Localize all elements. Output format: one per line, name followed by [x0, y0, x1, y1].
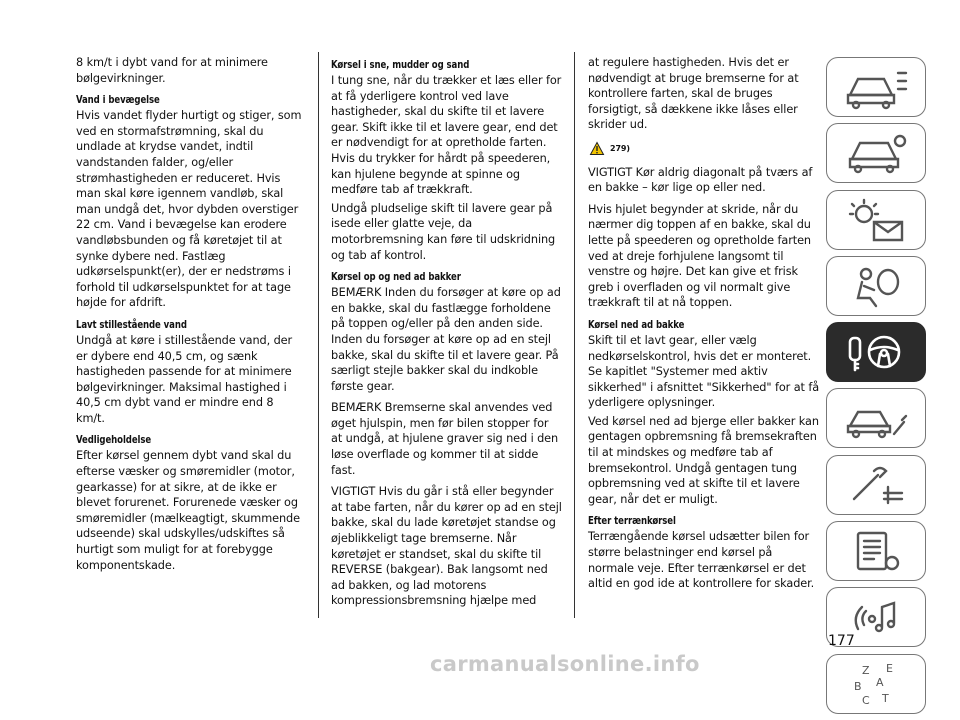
svg-text:E: E [886, 661, 893, 675]
alphabet-index-icon [844, 662, 908, 706]
specifications-list-icon [844, 529, 908, 573]
paragraph: BEMÆRK Bremserne skal anvendes ved øget hjulspin, men før bilen stopper for at undgå, at hjulene graver sig ned i den løse overflade og kommer til at sidde fast. [331, 401, 559, 477]
car-dashboard-icon [844, 65, 908, 109]
tab-vehicle[interactable] [826, 123, 926, 183]
tab-vehicle-overview[interactable] [826, 57, 926, 117]
page-number: 177 [828, 633, 855, 649]
warning-reference [590, 141, 820, 157]
tab-emergency[interactable] [826, 388, 926, 448]
wrench-car-icon [844, 396, 908, 440]
text-column-1 [76, 55, 304, 579]
section-heading: Lavt stillestående vand [76, 317, 187, 331]
watermark-text: carmanualsonline.info [430, 652, 700, 676]
paragraph: BEMÆRK Inden du forsøger at køre op ad en bakke, skal du fastlægge forholdene på toppen og/eller på den anden side. Inden du forsøger at køre op ad en stejl bakke, skal du skifte til et lavere gear. På særligt stejle bakker skal du indkoble første gear. [331, 286, 561, 393]
paragraph: Ved kørsel ned ad bjerge eller bakker kan gentagen opbremsning få bremsekraften til at mindskes og medføre tab af bremsekontrol. Undgå gentagen tung opbremsning ved at skifte til et lavere gear, når det er muligt. [588, 414, 819, 506]
svg-text:B: B [854, 679, 862, 693]
text-column-3 [588, 55, 820, 598]
paragraph: Undgå at køre i stillestående vand, der er dybere end 40,5 cm, og sænk hastigheden passende for at minimere bølgevirkninger. Maksimal hastighed i 40,5 cm dybt vand er mindre end 8 km/t. [76, 333, 293, 425]
section-heading: Kørsel i sne, mudder og sand [331, 58, 470, 71]
section-heading: Kørsel op og ned ad bakker [331, 270, 461, 284]
paragraph: at regulere hastigheden. Hvis det er nødvendigt at bruge bremserne for at kontrollere farten, skal de bruges forsigtigt, så dækkene ikke låses eller skrider ud. [588, 56, 799, 132]
section-heading: Vedligeholdelse [76, 433, 152, 447]
paragraph: Undgå pludselige skift til lavere gear på isede eller glatte veje, da motorbremsning kan føre til udskridning og tab af kontrol. [331, 201, 556, 262]
tab-index[interactable] [826, 654, 926, 714]
tab-starting-driving[interactable] [826, 322, 926, 382]
paragraph: Skift til et lavt gear, eller vælg nedkørselskontrol, hvis det er monteret. Se kapitlet "Systemer med aktiv sikkerhed" i afsnittet "Sikkerhed" for at få yderligere oplysninger. [588, 333, 820, 410]
paragraph: I tung sne, når du trækker et læs eller for at få yderligere kontrol ved lave hastigheder, skal du skifte til et lavere gear. Skift ikke til et lavere gear, end det er nødvendigt for at opretholde farten. Hvis du trykker for hårdt på speederen, kan hjulene begynde at spinne og medføre tab af trækkraft. [331, 74, 562, 197]
paragraph: Hvis hjulet begynder at skride, når du nærmer dig toppen af en bakke, skal du lette på speederen og opretholde farten ved at dreje forhjulene langsomt til venstre og højre. Det kan give et frisk greb i overfladen og vil normalt give trækkraft til at nå toppen. [588, 202, 811, 310]
paragraph: Terrængående kørsel udsætter bilen for større belastninger end kørsel på normale veje. Efter terrænkørsel er det altid en god ide at kontrollere for skader. [588, 530, 815, 591]
paragraph: VIGTIGT Hvis du går i stå eller begynder at tabe farten, når du kører op ad en stejl bakke, skal du lade køretøjet standse og øjeblikkeligt tage bremserne. Når køretøjet er standset, skal du skifte til REVERSE (bakgear). Bak langsomt ned ad bakken, og lad motorens kompressionsbremsning hjælpe med [331, 485, 562, 608]
tab-technical-specifications[interactable] [826, 521, 926, 581]
key-steering-wheel-icon [844, 330, 908, 374]
text-column-2 [331, 55, 563, 615]
section-heading: Kørsel ned ad bakke [588, 317, 685, 331]
paragraph: Efter kørsel gennem dybt vand skal du efterse væsker og smøremidler (motor, gearkasse) for at sikre, at de ikke er blevet forurenet. Forurenede væsker og smøremidler (mælkeagtigt, skummende udseende) skal udskylles/udskiftes så hurtigt som muligt for at forebygge komponentskade. [76, 449, 300, 572]
section-heading: Efter terrænkørsel [588, 514, 676, 528]
light-envelope-icon [844, 198, 908, 242]
paragraph: Hvis vandet flyder hurtigt og stiger, som ved en stormafstrømning, skal du undlade at krydse vandet, indtil vandstanden falder, og/eller strømhastigheden er reduceret. Hvis man skal køre igennem vandløb, skal man undgå det, hvor dybden overstiger 22 cm. Vand i bevægelse kan erodere vandløbsbunden og få køretøjet til at synke dybere ned. Fastlæg udkørselspunkt(er), der er nedstrøms i forhold til udkørselspunktet for at tage højde for afdrift. [76, 109, 302, 310]
airbag-person-icon [844, 264, 908, 308]
svg-text:T: T [882, 691, 889, 705]
tab-safety[interactable] [826, 256, 926, 316]
warning-reference-number: 279) [610, 143, 630, 153]
column-divider-left [318, 52, 319, 618]
column-divider-right [574, 52, 575, 618]
car-icon [844, 131, 908, 175]
warning-triangle-icon [590, 142, 604, 155]
paragraph: VIGTIGT Kør aldrig diagonalt på tværs af en bakke – kør lige op eller ned. [588, 165, 813, 195]
tools-icon [844, 463, 908, 507]
svg-text:A: A [876, 675, 884, 689]
tab-warning-lights[interactable] [826, 190, 926, 250]
svg-text:Z: Z [862, 663, 870, 677]
svg-text:C: C [862, 693, 870, 707]
paragraph: 8 km/t i dybt vand for at minimere bølgevirkninger. [76, 56, 268, 85]
chapter-tabs [826, 57, 926, 720]
tab-servicing[interactable] [826, 455, 926, 515]
section-heading: Vand i bevægelse [76, 93, 160, 107]
